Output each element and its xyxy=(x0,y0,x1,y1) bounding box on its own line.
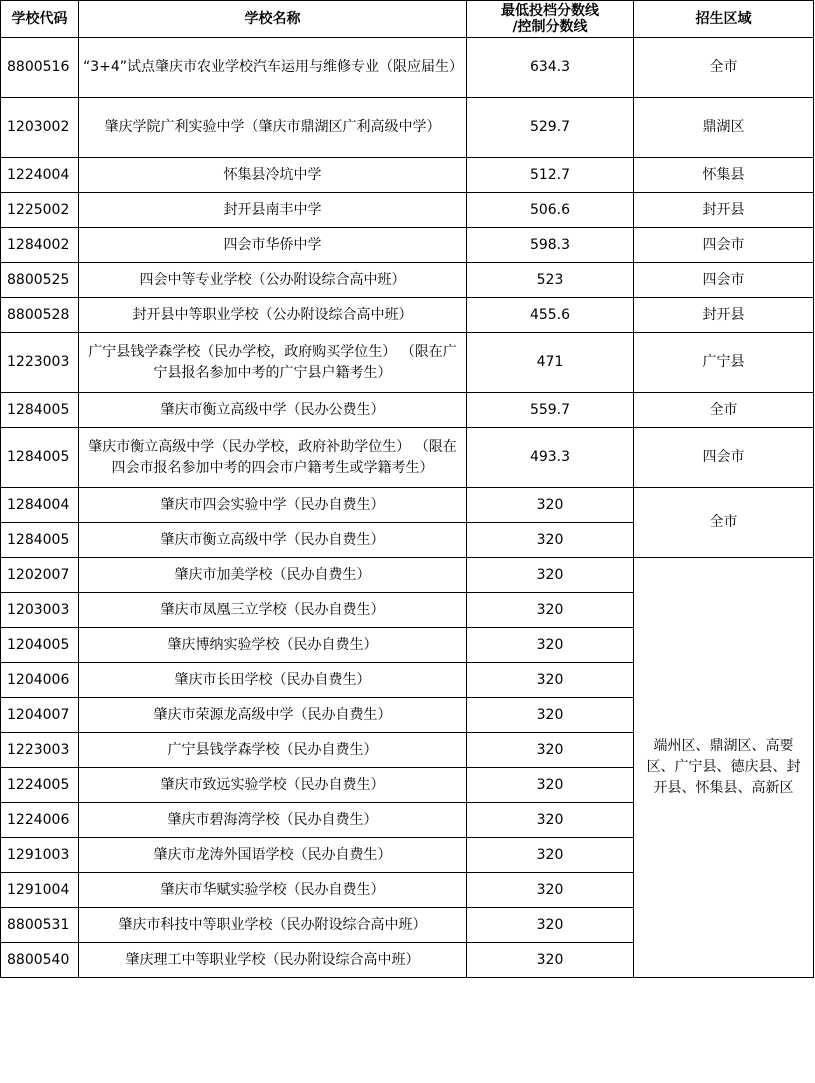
score-value: 320 xyxy=(467,593,634,628)
school-code: 1203002 xyxy=(1,98,79,158)
school-name: 封开县南丰中学 xyxy=(79,193,467,228)
score-value: 320 xyxy=(467,838,634,873)
score-value: 506.6 xyxy=(467,193,634,228)
score-value: 320 xyxy=(467,488,634,523)
area-value: 广宁县 xyxy=(634,333,814,393)
score-value: 320 xyxy=(467,733,634,768)
table-row xyxy=(1,158,814,193)
table-row xyxy=(1,298,814,333)
school-code: 1291003 xyxy=(1,838,79,873)
area-value: 怀集县 xyxy=(634,158,814,193)
table-row xyxy=(1,98,814,158)
school-name: 四会中等专业学校（公办附设综合高中班） xyxy=(79,263,467,298)
table-row xyxy=(1,228,814,263)
school-code: 1284005 xyxy=(1,428,79,488)
score-value: 598.3 xyxy=(467,228,634,263)
header-score xyxy=(467,1,634,38)
school-name: 肇庆博纳实验学校（民办自费生） xyxy=(79,628,467,663)
school-code: 1204005 xyxy=(1,628,79,663)
school-code: 1224005 xyxy=(1,768,79,803)
score-value: 471 xyxy=(467,333,634,393)
header-school-name: 学校名称 xyxy=(79,1,467,38)
table-row xyxy=(1,488,814,523)
table-row xyxy=(1,263,814,298)
school-code: 1284005 xyxy=(1,523,79,558)
score-value: 320 xyxy=(467,663,634,698)
school-code: 8800516 xyxy=(1,38,79,98)
school-name: 肇庆市加美学校（民办自费生） xyxy=(79,558,467,593)
area-value: 全市 xyxy=(634,393,814,428)
school-code: 1284005 xyxy=(1,393,79,428)
school-name: 肇庆市衡立高级中学（民办自费生） xyxy=(79,523,467,558)
score-value: 320 xyxy=(467,908,634,943)
table-row xyxy=(1,428,814,488)
table-header-row xyxy=(1,1,814,38)
school-code: 1204007 xyxy=(1,698,79,733)
school-name: 四会市华侨中学 xyxy=(79,228,467,263)
school-name: 怀集县冷坑中学 xyxy=(79,158,467,193)
school-name: 肇庆市四会实验中学（民办自费生） xyxy=(79,488,467,523)
school-name: 肇庆市致远实验学校（民办自费生） xyxy=(79,768,467,803)
school-code: 1223003 xyxy=(1,733,79,768)
area-value-merged: 全市 xyxy=(634,488,814,558)
school-name: 肇庆市科技中等职业学校（民办附设综合高中班） xyxy=(79,908,467,943)
table-row xyxy=(1,38,814,98)
area-value: 封开县 xyxy=(634,298,814,333)
school-name: 肇庆市凤凰三立学校（民办自费生） xyxy=(79,593,467,628)
school-code: 8800531 xyxy=(1,908,79,943)
school-code: 8800540 xyxy=(1,943,79,978)
table-row xyxy=(1,558,814,593)
score-value: 634.3 xyxy=(467,38,634,98)
school-name: “3+4”试点肇庆市农业学校汽车运用与维修专业（限应届生） xyxy=(79,38,467,98)
school-code: 1223003 xyxy=(1,333,79,393)
school-code: 8800525 xyxy=(1,263,79,298)
school-code: 1224006 xyxy=(1,803,79,838)
school-code: 1203003 xyxy=(1,593,79,628)
school-name: 肇庆市长田学校（民办自费生） xyxy=(79,663,467,698)
school-name: 肇庆市衡立高级中学（民办公费生） xyxy=(79,393,467,428)
school-name: 封开县中等职业学校（公办附设综合高中班） xyxy=(79,298,467,333)
score-value: 320 xyxy=(467,558,634,593)
area-value: 四会市 xyxy=(634,428,814,488)
school-code: 1224004 xyxy=(1,158,79,193)
school-code: 1291004 xyxy=(1,873,79,908)
area-value: 鼎湖区 xyxy=(634,98,814,158)
score-value: 320 xyxy=(467,873,634,908)
school-name: 肇庆理工中等职业学校（民办附设综合高中班） xyxy=(79,943,467,978)
school-code: 1202007 xyxy=(1,558,79,593)
school-code: 8800528 xyxy=(1,298,79,333)
table-row xyxy=(1,333,814,393)
school-name: 肇庆市龙涛外国语学校（民办自费生） xyxy=(79,838,467,873)
school-code: 1284004 xyxy=(1,488,79,523)
header-score-line1: 最低投档分数线 xyxy=(501,3,599,19)
score-value: 559.7 xyxy=(467,393,634,428)
score-value: 523 xyxy=(467,263,634,298)
score-value: 529.7 xyxy=(467,98,634,158)
score-value: 320 xyxy=(467,628,634,663)
school-name: 肇庆市碧海湾学校（民办自费生） xyxy=(79,803,467,838)
header-school-code: 学校代码 xyxy=(1,1,79,38)
school-name: 广宁县钱学森学校（民办学校，政府购买学位生） （限在广宁县报名参加中考的广宁县户籍考生） xyxy=(79,333,467,393)
table-row xyxy=(1,393,814,428)
school-name: 肇庆市衡立高级中学（民办学校，政府补助学位生） （限在四会市报名参加中考的四会市户籍考生或学籍考生） xyxy=(79,428,467,488)
school-name: 广宁县钱学森学校（民办自费生） xyxy=(79,733,467,768)
score-value: 512.7 xyxy=(467,158,634,193)
school-name: 肇庆市荣源龙高级中学（民办自费生） xyxy=(79,698,467,733)
area-value-merged: 端州区、鼎湖区、高要区、广宁县、德庆县、封开县、怀集县、高新区 xyxy=(634,558,814,978)
header-area: 招生区域 xyxy=(634,1,814,38)
score-value: 493.3 xyxy=(467,428,634,488)
school-code: 1284002 xyxy=(1,228,79,263)
header-score-line2: /控制分数线 xyxy=(512,19,588,35)
score-value: 320 xyxy=(467,803,634,838)
score-value: 320 xyxy=(467,943,634,978)
table-row xyxy=(1,193,814,228)
area-value: 封开县 xyxy=(634,193,814,228)
area-value: 四会市 xyxy=(634,263,814,298)
score-value: 320 xyxy=(467,698,634,733)
area-value: 四会市 xyxy=(634,228,814,263)
score-value: 320 xyxy=(467,768,634,803)
school-name: 肇庆市华赋实验学校（民办自费生） xyxy=(79,873,467,908)
score-value: 455.6 xyxy=(467,298,634,333)
score-value: 320 xyxy=(467,523,634,558)
school-code: 1225002 xyxy=(1,193,79,228)
area-value: 全市 xyxy=(634,38,814,98)
school-name: 肇庆学院广利实验中学（肇庆市鼎湖区广利高级中学） xyxy=(79,98,467,158)
school-code: 1204006 xyxy=(1,663,79,698)
